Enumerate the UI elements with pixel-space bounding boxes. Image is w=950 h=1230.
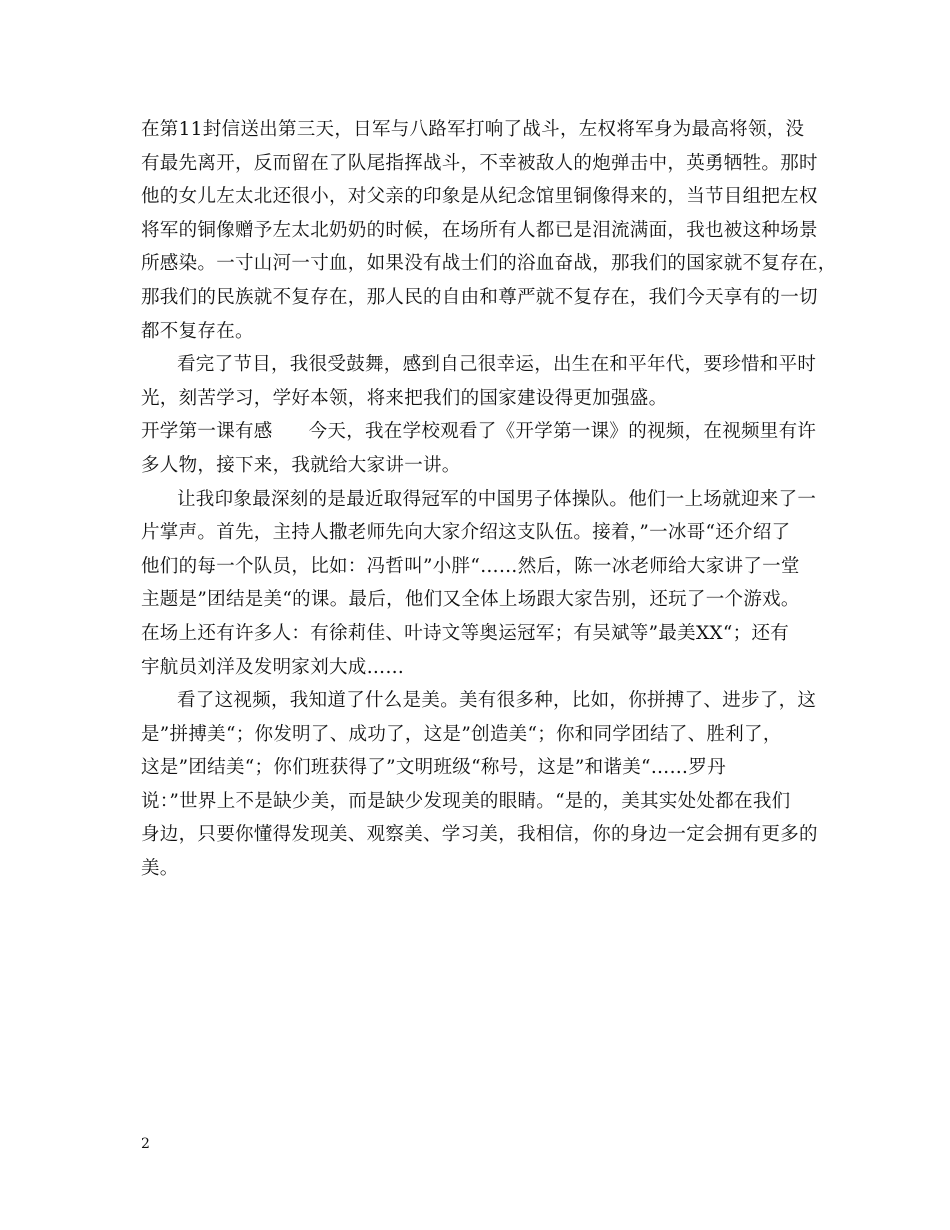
page-number: 2 <box>141 1136 150 1152</box>
text-line: 是”拼搏美“；你发明了、成功了，这是”创造美“；你和同学团结了、胜利了， <box>141 723 782 745</box>
text-line: 他们的每一个队员，比如：冯哲叫”小胖“……然后，陈一冰老师给大家讲了一堂 <box>141 555 800 577</box>
text-line: 这是”团结美“；你们班获得了”文明班级“称号，这是”和谐美“……罗丹 <box>141 757 726 779</box>
text-line: 让我印象最深刻的是最近取得冠军的中国男子体操队。他们一上场就迎来了一 <box>177 488 817 510</box>
text-line: 美。 <box>141 858 179 880</box>
text-line: 宇航员刘洋及发明家刘大成…… <box>141 656 405 678</box>
text-line: 都不复存在。 <box>141 320 254 342</box>
text-line: 片掌声。首先，主持人撒老师先向大家介绍这支队伍。接着，”一冰哥“还介绍了 <box>141 522 791 544</box>
document-body <box>141 113 837 886</box>
text-line: 在场上还有许多人：有徐莉佳、叶诗文等奥运冠军；有吴斌等”最美XX“；还有 <box>141 622 790 644</box>
text-line: 多人物，接下来，我就给大家讲一讲。 <box>141 454 461 476</box>
text-line: 说：”世界上不是缺少美，而是缺少发现美的眼睛。“是的，美其实处处都在我们 <box>141 790 791 812</box>
text-line: 所感染。一寸山河一寸血，如果没有战士们的浴血奋战，那我们的国家就不复存在， <box>141 253 837 275</box>
text-line: 有最先离开，反而留在了队尾指挥战斗，不幸被敌人的炮弹击中，英勇牺牲。那时 <box>141 152 818 174</box>
text-line: 看完了节目，我很受鼓舞，感到自己很幸运，出生在和平年代，要珍惜和平时 <box>177 354 817 376</box>
text-line: 看了这视频，我知道了什么是美。美有很多种，比如，你拼搏了、进步了，这 <box>177 690 817 712</box>
essay-heading-line <box>141 415 826 449</box>
essay-title: 开学第一课有感 <box>141 421 273 443</box>
paragraph <box>141 483 826 685</box>
paragraph <box>141 449 826 483</box>
text-line: 在第11封信送出第三天，日军与八路军打响了战斗，左权将军身为最高将领，没 <box>141 119 805 140</box>
paragraph <box>141 113 837 348</box>
paragraph <box>141 684 826 886</box>
text-line: 那我们的民族就不复存在，那人民的自由和尊严就不复存在，我们今天享有的一切 <box>141 286 818 308</box>
text-line: 将军的铜像赠予左太北奶奶的时候，在场所有人都已是泪流满面，我也被这种场景 <box>141 219 818 241</box>
text-line: 他的女儿左太北还很小，对父亲的印象是从纪念馆里铜像得来的，当节目组把左权 <box>141 186 818 208</box>
essay-first-line: 今天，我在学校观看了《开学第一课》的视频，在视频里有许 <box>308 421 817 443</box>
text-line: 光，刻苦学习，学好本领，将来把我们的国家建设得更加强盛。 <box>141 387 668 409</box>
text-line: 主题是”团结是美“的课。最后，他们又全体上场跟大家告别，还玩了一个游戏。 <box>141 589 800 611</box>
paragraph <box>141 348 826 415</box>
text-line: 身边，只要你懂得发现美、观察美、学习美，我相信，你的身边一定会拥有更多的 <box>141 824 818 846</box>
